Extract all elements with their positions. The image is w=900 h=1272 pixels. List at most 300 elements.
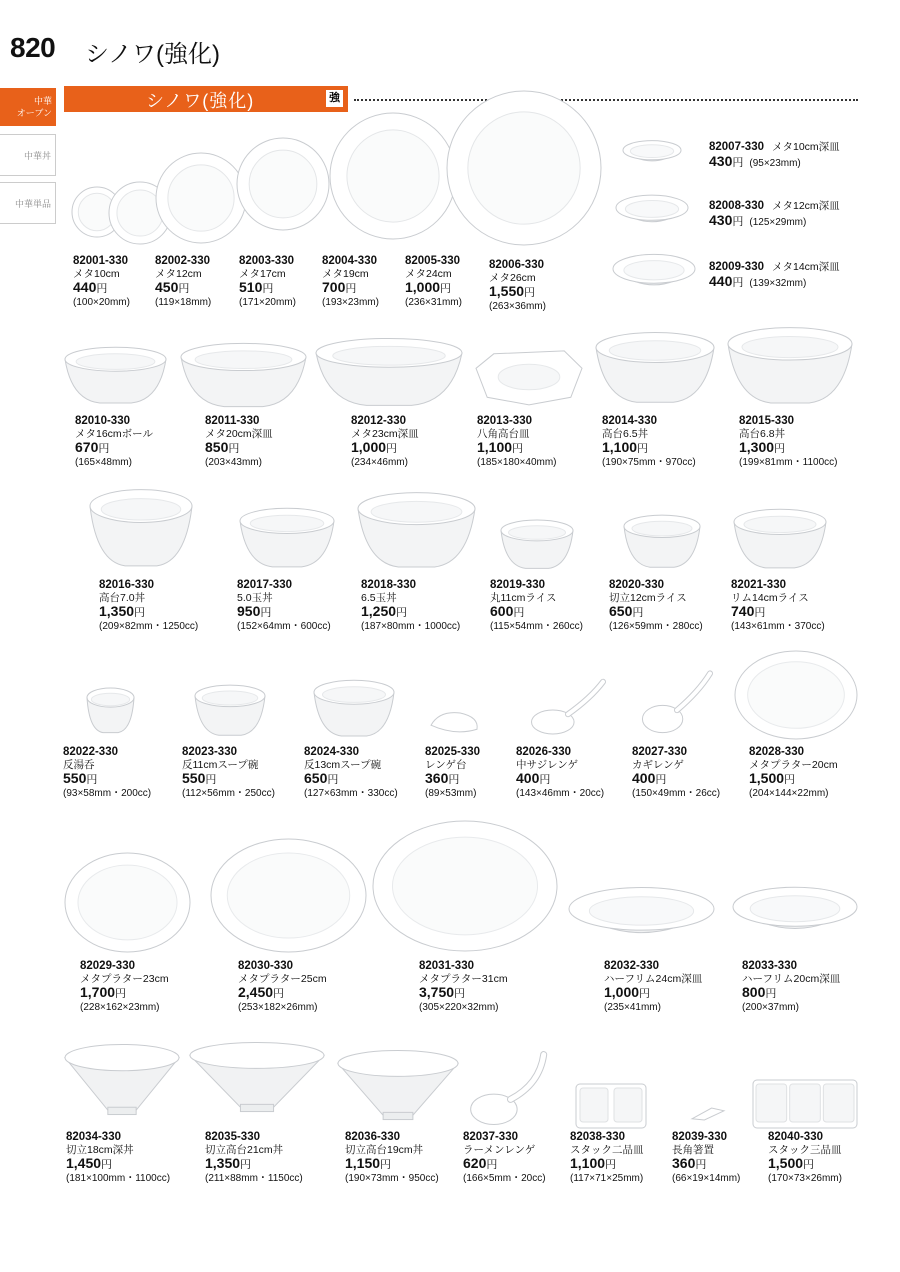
product-image-plate [446, 90, 602, 246]
product-item [322, 255, 379, 310]
product-item [304, 746, 398, 801]
product-name: 高台6.8丼 [739, 427, 786, 440]
product-size: (125×29mm) [749, 217, 807, 228]
product-name: メタ12cm [155, 267, 202, 280]
product-price: 400 [516, 770, 540, 786]
product-code: 82024-330 [304, 746, 359, 758]
product-image-rim [731, 884, 859, 949]
price-unit: 円 [732, 157, 744, 169]
product-item [80, 960, 169, 1015]
product-image-bowl [499, 519, 575, 571]
price-unit: 円 [784, 774, 796, 786]
product-image-spoon [641, 668, 713, 736]
product-name: メタ16cmボール [75, 427, 153, 440]
product-name: メタ24cm [405, 267, 452, 280]
price-unit: 円 [396, 607, 408, 619]
product-price-line [80, 985, 169, 1002]
product-price-line [742, 985, 840, 1002]
product-size: (235×41mm) [604, 1002, 661, 1013]
product-image-conical [188, 1041, 326, 1113]
product-item [489, 259, 546, 314]
product-image-oval [372, 820, 558, 952]
product-code: 82032-330 [604, 960, 659, 972]
price-unit: 円 [228, 443, 240, 455]
price-unit: 円 [513, 607, 525, 619]
price-unit: 円 [732, 216, 744, 228]
product-price-line [405, 280, 462, 297]
product-code: 82023-330 [182, 746, 237, 758]
product-size: (190×75mm・970cc) [602, 457, 696, 468]
product-price-line [749, 771, 838, 788]
product-code: 82022-330 [63, 746, 118, 758]
price-unit: 円 [632, 607, 644, 619]
product-name: メタ10cm [73, 267, 120, 280]
product-image-bowl [356, 491, 477, 571]
product-code: 82012-330 [351, 415, 406, 427]
product-name: メタ14cm深皿 [772, 261, 840, 273]
product-price-line [238, 985, 327, 1002]
price-unit: 円 [732, 277, 744, 289]
product-item [609, 579, 703, 634]
product-code: 82013-330 [477, 415, 532, 427]
product-price: 1,550 [489, 283, 525, 299]
product-image-rest [429, 709, 481, 736]
product-image-bowl [179, 342, 308, 410]
product-price: 800 [742, 984, 766, 1000]
product-item [768, 1131, 842, 1186]
product-code: 82035-330 [205, 1131, 260, 1143]
product-item [75, 415, 153, 470]
product-price: 650 [304, 770, 328, 786]
product-image-bowl [193, 684, 267, 738]
product-price: 1,450 [66, 1155, 102, 1171]
product-image-deep [621, 139, 683, 171]
product-code: 82016-330 [99, 579, 154, 591]
product-size: (66×19×14mm) [672, 1173, 741, 1184]
product-code: 82005-330 [405, 255, 460, 267]
product-size: (126×59mm・280cc) [609, 621, 703, 632]
product-price: 440 [73, 279, 97, 295]
product-item [419, 960, 508, 1015]
product-image-bowl [88, 488, 194, 570]
price-unit: 円 [512, 443, 524, 455]
product-price-line [604, 985, 702, 1002]
product-size: (209×82mm・1250cc) [99, 621, 199, 632]
product-size: (234×46mm) [351, 457, 408, 468]
product-code: 82002-330 [155, 255, 210, 267]
product-price: 2,450 [238, 984, 274, 1000]
price-unit: 円 [178, 283, 190, 295]
price-unit: 円 [205, 774, 217, 786]
product-item [405, 255, 462, 310]
price-unit: 円 [639, 988, 651, 1000]
product-name: 切立高台21cm丼 [205, 1143, 284, 1156]
product-item [570, 1131, 644, 1186]
product-price-line [304, 771, 398, 788]
product-name: 切立18cm深丼 [66, 1143, 134, 1156]
product-price-line [570, 1156, 644, 1173]
section-header [64, 86, 348, 112]
product-price: 3,750 [419, 984, 455, 1000]
product-code: 82021-330 [731, 579, 786, 591]
product-price: 1,100 [602, 439, 638, 455]
page-number: 820 [10, 32, 56, 63]
product-size: (193×23mm) [322, 297, 379, 308]
product-item [345, 1131, 439, 1186]
product-price: 670 [75, 439, 99, 455]
product-item [155, 255, 211, 310]
product-size: (204×144×22mm) [749, 788, 829, 799]
price-unit: 円 [655, 774, 667, 786]
price-unit: 円 [327, 774, 339, 786]
product-name: ラーメンレンゲ [463, 1143, 536, 1156]
product-code: 82040-330 [768, 1131, 823, 1143]
price-unit: 円 [134, 607, 146, 619]
product-name: メタプラター25cm [238, 972, 327, 985]
product-name: メタプラター31cm [419, 972, 508, 985]
product-size: (117×71×25mm) [570, 1173, 644, 1184]
product-price: 740 [731, 603, 755, 619]
price-unit: 円 [486, 1159, 498, 1171]
product-image-deep [611, 252, 697, 300]
product-image-bowl [732, 508, 828, 571]
product-name: スタック三品皿 [768, 1143, 842, 1156]
product-size: (181×100mm・1100cc) [66, 1173, 171, 1184]
product-size: (185×180×40mm) [477, 457, 557, 468]
product-name: 長角箸置 [672, 1143, 714, 1156]
product-size: (119×18mm) [155, 297, 212, 308]
price-unit: 円 [524, 287, 536, 299]
price-unit: 円 [96, 283, 108, 295]
price-unit: 円 [273, 988, 285, 1000]
product-image-bowl [314, 337, 464, 409]
product-name: リム14cmライス [731, 591, 809, 604]
product-code: 82037-330 [463, 1131, 518, 1143]
price-unit: 円 [260, 607, 272, 619]
price-unit: 円 [262, 283, 274, 295]
product-item [477, 415, 557, 470]
product-price: 400 [632, 770, 656, 786]
product-price-line [182, 771, 275, 788]
product-item [238, 960, 327, 1015]
product-item [73, 255, 130, 310]
price-unit: 円 [440, 283, 452, 295]
product-price: 430 [709, 212, 733, 228]
product-price: 440 [709, 273, 733, 289]
product-item [351, 415, 419, 470]
product-item [604, 960, 702, 1015]
product-price: 510 [239, 279, 263, 295]
product-price: 620 [463, 1155, 487, 1171]
product-size: (203×43mm) [205, 457, 262, 468]
product-price-line [66, 1156, 170, 1173]
product-item [672, 1131, 740, 1186]
product-price-line [205, 440, 273, 457]
product-size: (165×48mm) [75, 457, 132, 468]
product-price: 1,000 [405, 279, 441, 295]
product-name: 5.0玉丼 [237, 591, 273, 604]
product-size: (139×32mm) [749, 278, 807, 289]
product-item [66, 1131, 170, 1186]
product-size: (199×81mm・1100cc) [739, 457, 838, 468]
product-code: 82007-330 [709, 141, 764, 153]
product-price: 650 [609, 603, 633, 619]
product-name: メタ12cm深皿 [772, 200, 840, 212]
product-name: メタ10cm深皿 [772, 141, 840, 153]
product-size: (228×162×23mm) [80, 1002, 160, 1013]
product-code: 82017-330 [237, 579, 292, 591]
product-code: 82034-330 [66, 1131, 121, 1143]
product-name: 高台6.5丼 [602, 427, 649, 440]
product-price: 1,100 [477, 439, 513, 455]
product-size: (152×64mm・600cc) [237, 621, 331, 632]
product-name: メタ20cm深皿 [205, 427, 273, 440]
price-unit: 円 [86, 774, 98, 786]
product-code: 82006-330 [489, 259, 544, 271]
product-price-line [768, 1156, 842, 1173]
product-size: (166×5mm・20cc) [463, 1173, 546, 1184]
product-code: 82014-330 [602, 415, 657, 427]
product-code: 82033-330 [742, 960, 797, 972]
product-price-line [672, 1156, 740, 1173]
product-size: (112×56mm・250cc) [182, 788, 275, 799]
product-price-line [425, 771, 480, 788]
product-name: 高台7.0丼 [99, 591, 146, 604]
product-item [205, 415, 273, 470]
product-item [63, 746, 151, 801]
product-code: 82018-330 [361, 579, 416, 591]
side-tab-label: 中華単品 [14, 199, 51, 209]
product-price-line [731, 604, 825, 621]
product-image-lspoon [469, 1050, 552, 1126]
product-name: 中サジレンゲ [516, 758, 579, 771]
price-unit: 円 [98, 443, 110, 455]
product-price: 430 [709, 153, 733, 169]
section-title: シノワ(強化) [146, 91, 255, 111]
product-size: (171×20mm) [239, 297, 296, 308]
product-image-plate [155, 152, 247, 244]
product-image-cup [85, 687, 136, 735]
product-price: 1,350 [205, 1155, 241, 1171]
product-price-line [739, 440, 837, 457]
product-size: (89×53mm) [425, 788, 477, 799]
product-item [237, 579, 331, 634]
product-code: 82001-330 [73, 255, 128, 267]
product-size: (100×20mm) [73, 297, 130, 308]
product-name: ハーフリム24cm深皿 [604, 972, 703, 985]
product-price-line [351, 440, 419, 457]
price-unit: 円 [380, 1159, 392, 1171]
product-name: 切立高台19cm丼 [345, 1143, 424, 1156]
product-size: (93×58mm・200cc) [63, 788, 152, 799]
product-name: 反13cmスープ碗 [304, 758, 382, 771]
section-divider [354, 99, 858, 101]
product-size: (190×73mm・950cc) [345, 1173, 439, 1184]
product-code: 82010-330 [75, 415, 130, 427]
product-code: 82004-330 [322, 255, 377, 267]
product-image-rim [567, 884, 716, 955]
product-name: カギレンゲ [632, 758, 684, 771]
product-size: (187×80mm・1000cc) [361, 621, 461, 632]
product-image-plate [236, 134, 330, 234]
product-code: 82008-330 [709, 200, 764, 212]
product-price-line [75, 440, 153, 457]
product-name: スタック二品皿 [570, 1143, 644, 1156]
product-name: メタプラター23cm [80, 972, 169, 985]
side-tab-chuka-tanpin[interactable] [0, 182, 56, 224]
product-name: メタ19cm [322, 267, 369, 280]
product-item [99, 579, 198, 634]
product-price-line [632, 771, 720, 788]
product-price-line [239, 280, 296, 297]
product-name: 反11cmスープ碗 [182, 758, 259, 771]
product-size: (200×37mm) [742, 1002, 799, 1013]
product-image-oval [64, 852, 191, 953]
product-image-bowl [238, 507, 336, 570]
product-price-line [516, 771, 604, 788]
product-item [632, 746, 720, 801]
product-code: 82026-330 [516, 746, 571, 758]
product-image-rest2 [690, 1106, 726, 1122]
product-price-line [237, 604, 331, 621]
product-code: 82015-330 [739, 415, 794, 427]
product-name: 八角高台皿 [477, 427, 530, 440]
product-code: 82020-330 [609, 579, 664, 591]
product-image-oval [734, 650, 858, 740]
product-image-deep [614, 193, 690, 235]
product-price: 700 [322, 279, 346, 295]
product-size: (253×182×26mm) [238, 1002, 318, 1013]
product-price-line [99, 604, 198, 621]
product-price-line [477, 440, 557, 457]
product-size: (150×49mm・26cc) [632, 788, 721, 799]
product-price: 360 [672, 1155, 696, 1171]
price-unit: 円 [695, 1159, 707, 1171]
product-price: 1,500 [768, 1155, 804, 1171]
product-price-line [490, 604, 583, 621]
product-price: 1,500 [749, 770, 785, 786]
product-image-oval [210, 838, 367, 953]
product-name: 切立12cmライス [609, 591, 687, 604]
product-price-line [63, 771, 151, 788]
product-price-line [345, 1156, 439, 1173]
product-item [361, 579, 460, 634]
price-unit: 円 [605, 1159, 617, 1171]
product-price-line [419, 985, 508, 1002]
side-tab-label: 中華 オーブン [16, 96, 52, 118]
product-price: 1,700 [80, 984, 116, 1000]
product-image-tray2 [575, 1083, 647, 1129]
product-item [425, 746, 480, 801]
product-code: 82031-330 [419, 960, 474, 972]
product-name: メタプラター20cm [749, 758, 838, 771]
product-price: 360 [425, 770, 449, 786]
product-name: ハーフリム20cm深皿 [742, 972, 841, 985]
product-size: (127×63mm・330cc) [304, 788, 398, 799]
product-size: (263×36mm) [489, 301, 546, 312]
product-name: メタ26cm [489, 271, 536, 284]
product-item [709, 260, 840, 291]
product-code: 82009-330 [709, 261, 764, 273]
product-image-bowl [594, 331, 716, 406]
product-image-conical [336, 1049, 460, 1121]
product-item [739, 415, 837, 470]
product-code: 82028-330 [749, 746, 804, 758]
product-code: 82027-330 [632, 746, 687, 758]
product-code: 82025-330 [425, 746, 480, 758]
product-price: 850 [205, 439, 229, 455]
price-unit: 円 [345, 283, 357, 295]
product-code: 82019-330 [490, 579, 545, 591]
product-code: 82011-330 [205, 415, 260, 427]
product-code: 82038-330 [570, 1131, 625, 1143]
product-price-line [463, 1156, 546, 1173]
product-item [709, 199, 840, 230]
product-name: メタ23cm深皿 [351, 427, 419, 440]
product-item [709, 140, 840, 171]
product-price: 1,000 [604, 984, 640, 1000]
product-price-line [205, 1156, 303, 1173]
product-price: 550 [63, 770, 87, 786]
product-price: 1,250 [361, 603, 397, 619]
product-image-bowl [63, 346, 168, 406]
product-item [749, 746, 838, 801]
product-item [490, 579, 583, 634]
price-unit: 円 [637, 443, 649, 455]
product-size: (236×31mm) [405, 297, 462, 308]
product-item [205, 1131, 303, 1186]
product-price-line [602, 440, 696, 457]
reinforced-badge: 強 [326, 90, 343, 107]
product-size: (143×61mm・370cc) [731, 621, 825, 632]
product-price: 1,100 [570, 1155, 606, 1171]
price-unit: 円 [774, 443, 786, 455]
price-unit: 円 [240, 1159, 252, 1171]
price-unit: 円 [803, 1159, 815, 1171]
side-tab-chukadon[interactable] [0, 134, 56, 176]
product-name: メタ17cm [239, 267, 286, 280]
product-item [463, 1131, 546, 1186]
product-name: 反湯呑 [63, 758, 95, 771]
product-name: 6.5玉丼 [361, 591, 397, 604]
product-name: レンゲ台 [425, 758, 467, 771]
product-item [602, 415, 696, 470]
product-image-bowl [312, 679, 396, 739]
side-tab-chuka-oven[interactable] [0, 88, 56, 126]
product-image-tray3 [752, 1079, 858, 1129]
product-image-bowl [622, 514, 702, 570]
product-price-line [322, 280, 379, 297]
product-image-plate [329, 112, 457, 240]
page-title: シノワ(強化) [85, 41, 221, 68]
product-price: 1,000 [351, 439, 387, 455]
product-price-line [155, 280, 211, 297]
product-size: (305×220×32mm) [419, 1002, 499, 1013]
product-price: 600 [490, 603, 514, 619]
product-image-octa [474, 348, 584, 406]
product-price-line [609, 604, 703, 621]
product-size: (115×54mm・260cc) [490, 621, 583, 632]
product-code: 82029-330 [80, 960, 135, 972]
product-name: 丸11cmライス [490, 591, 557, 604]
price-unit: 円 [539, 774, 551, 786]
product-size: (95×23mm) [749, 158, 801, 169]
product-code: 82036-330 [345, 1131, 400, 1143]
product-image-bowl [726, 326, 854, 407]
product-image-conical [63, 1043, 181, 1116]
product-price-line [73, 280, 130, 297]
product-price: 550 [182, 770, 206, 786]
